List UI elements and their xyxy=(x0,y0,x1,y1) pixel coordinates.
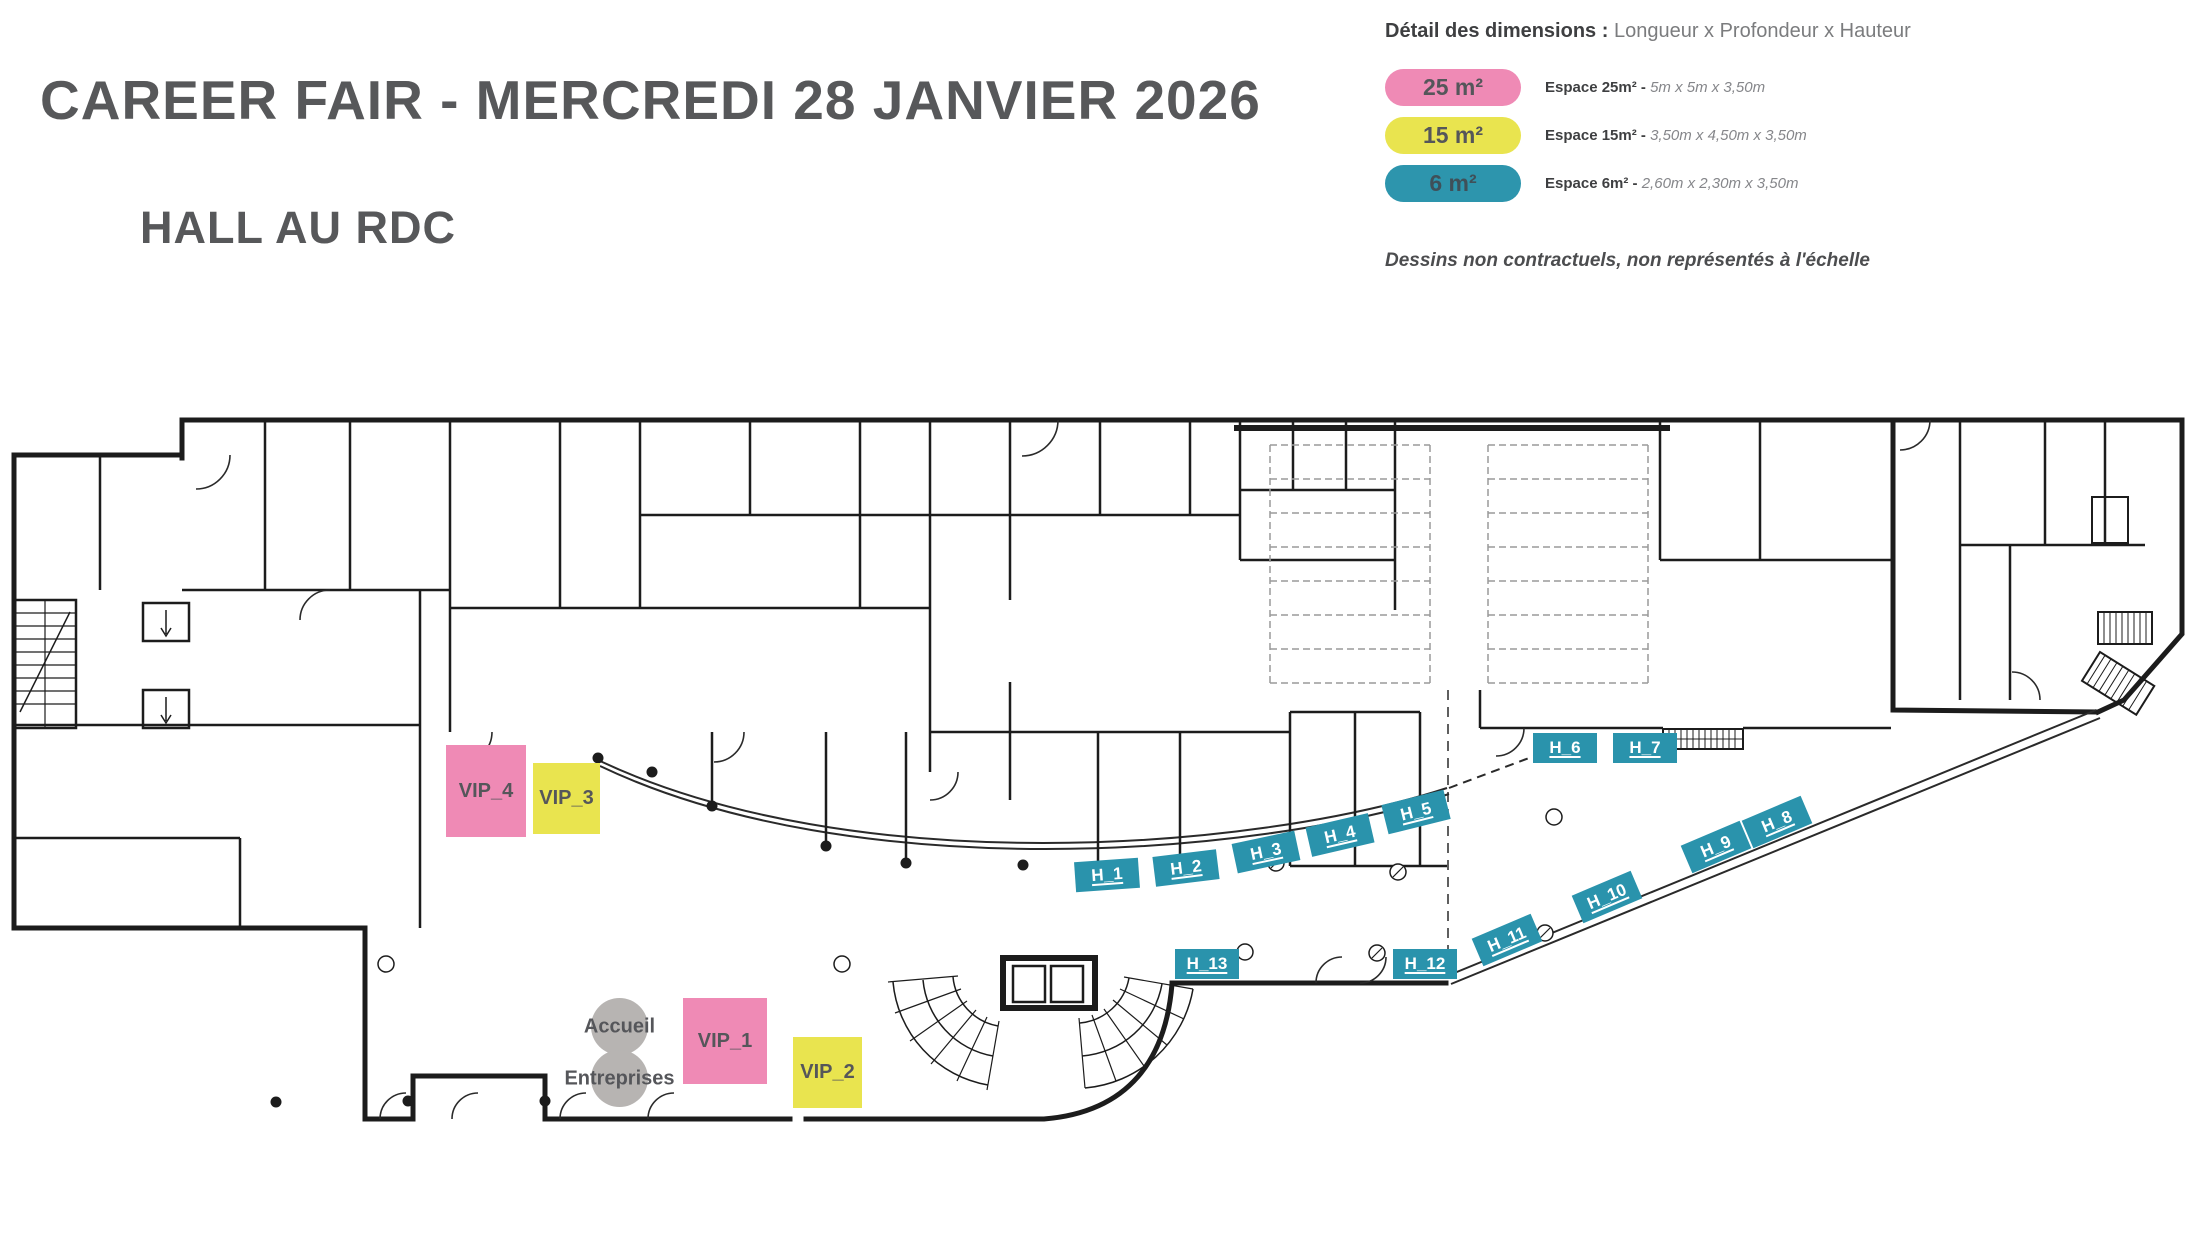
stand-h-2[interactable]: H_2 xyxy=(1152,849,1219,887)
stand-vip-1[interactable] xyxy=(683,998,767,1084)
stand-label: VIP_1 xyxy=(697,1029,753,1052)
stand-h-8[interactable]: H_8 xyxy=(1742,796,1813,849)
legend-desc-15-dims: 3,50m x 4,50m x 3,50m xyxy=(1650,127,1807,144)
legend-swatch-6: 6 m² xyxy=(1385,165,1521,202)
stand-h-5[interactable]: H_5 xyxy=(1381,790,1450,835)
stand-h-11[interactable]: H_11 xyxy=(1472,914,1543,967)
legend-desc-25-name: Espace 25m² - xyxy=(1545,79,1646,96)
stand-vip-4[interactable] xyxy=(446,745,526,837)
legend-desc-6-dims: 2,60m x 2,30m x 3,50m xyxy=(1641,175,1799,192)
desk-entreprises[interactable] xyxy=(564,1050,675,1107)
stand-h-3[interactable]: H_3 xyxy=(1232,831,1301,874)
page-title: CAREER FAIR - MERCREDI 28 JANVIER 2026 xyxy=(40,69,1261,131)
stand-label: VIP_2 xyxy=(800,1061,855,1083)
stand-h-13[interactable]: H_13 xyxy=(1175,949,1239,979)
desk-label: Entreprises xyxy=(564,1067,675,1089)
legend-desc-25-dims: 5m x 5m x 3,50m xyxy=(1650,79,1766,96)
stand-h-10[interactable]: H_10 xyxy=(1572,871,1643,924)
stand-label: VIP_4 xyxy=(458,779,514,802)
stand-vip-2[interactable] xyxy=(793,1037,862,1108)
stand-vip-3[interactable] xyxy=(533,763,600,834)
legend-disclaimer: Dessins non contractuels, non représentés à l'échelle xyxy=(1385,250,1870,271)
stand-h-12[interactable]: H_12 xyxy=(1393,949,1457,979)
stand-h-6[interactable]: H_6 xyxy=(1533,733,1597,763)
legend-desc-6-name: Espace 6m² - xyxy=(1545,175,1638,192)
legend-desc-15-name: Espace 15m² - xyxy=(1545,127,1646,144)
legend-heading-label: Détail des dimensions : xyxy=(1385,20,1609,42)
stand-h-1[interactable]: H_1 xyxy=(1074,858,1140,892)
desk-label: Accueil xyxy=(583,1015,656,1037)
legend-swatch-25: 25 m² xyxy=(1385,69,1521,106)
stand-h-7[interactable]: H_7 xyxy=(1613,733,1677,763)
legend-heading-value: Longueur x Profondeur x Hauteur xyxy=(1613,20,1911,42)
stand-h-4[interactable]: H_4 xyxy=(1305,813,1374,857)
legend-swatch-15: 15 m² xyxy=(1385,117,1521,154)
stand-h-9[interactable]: H_9 xyxy=(1681,821,1752,874)
stand-label: VIP_3 xyxy=(539,787,594,809)
floor-subtitle: HALL AU RDC xyxy=(140,202,456,253)
desk-accueil[interactable] xyxy=(583,998,656,1055)
